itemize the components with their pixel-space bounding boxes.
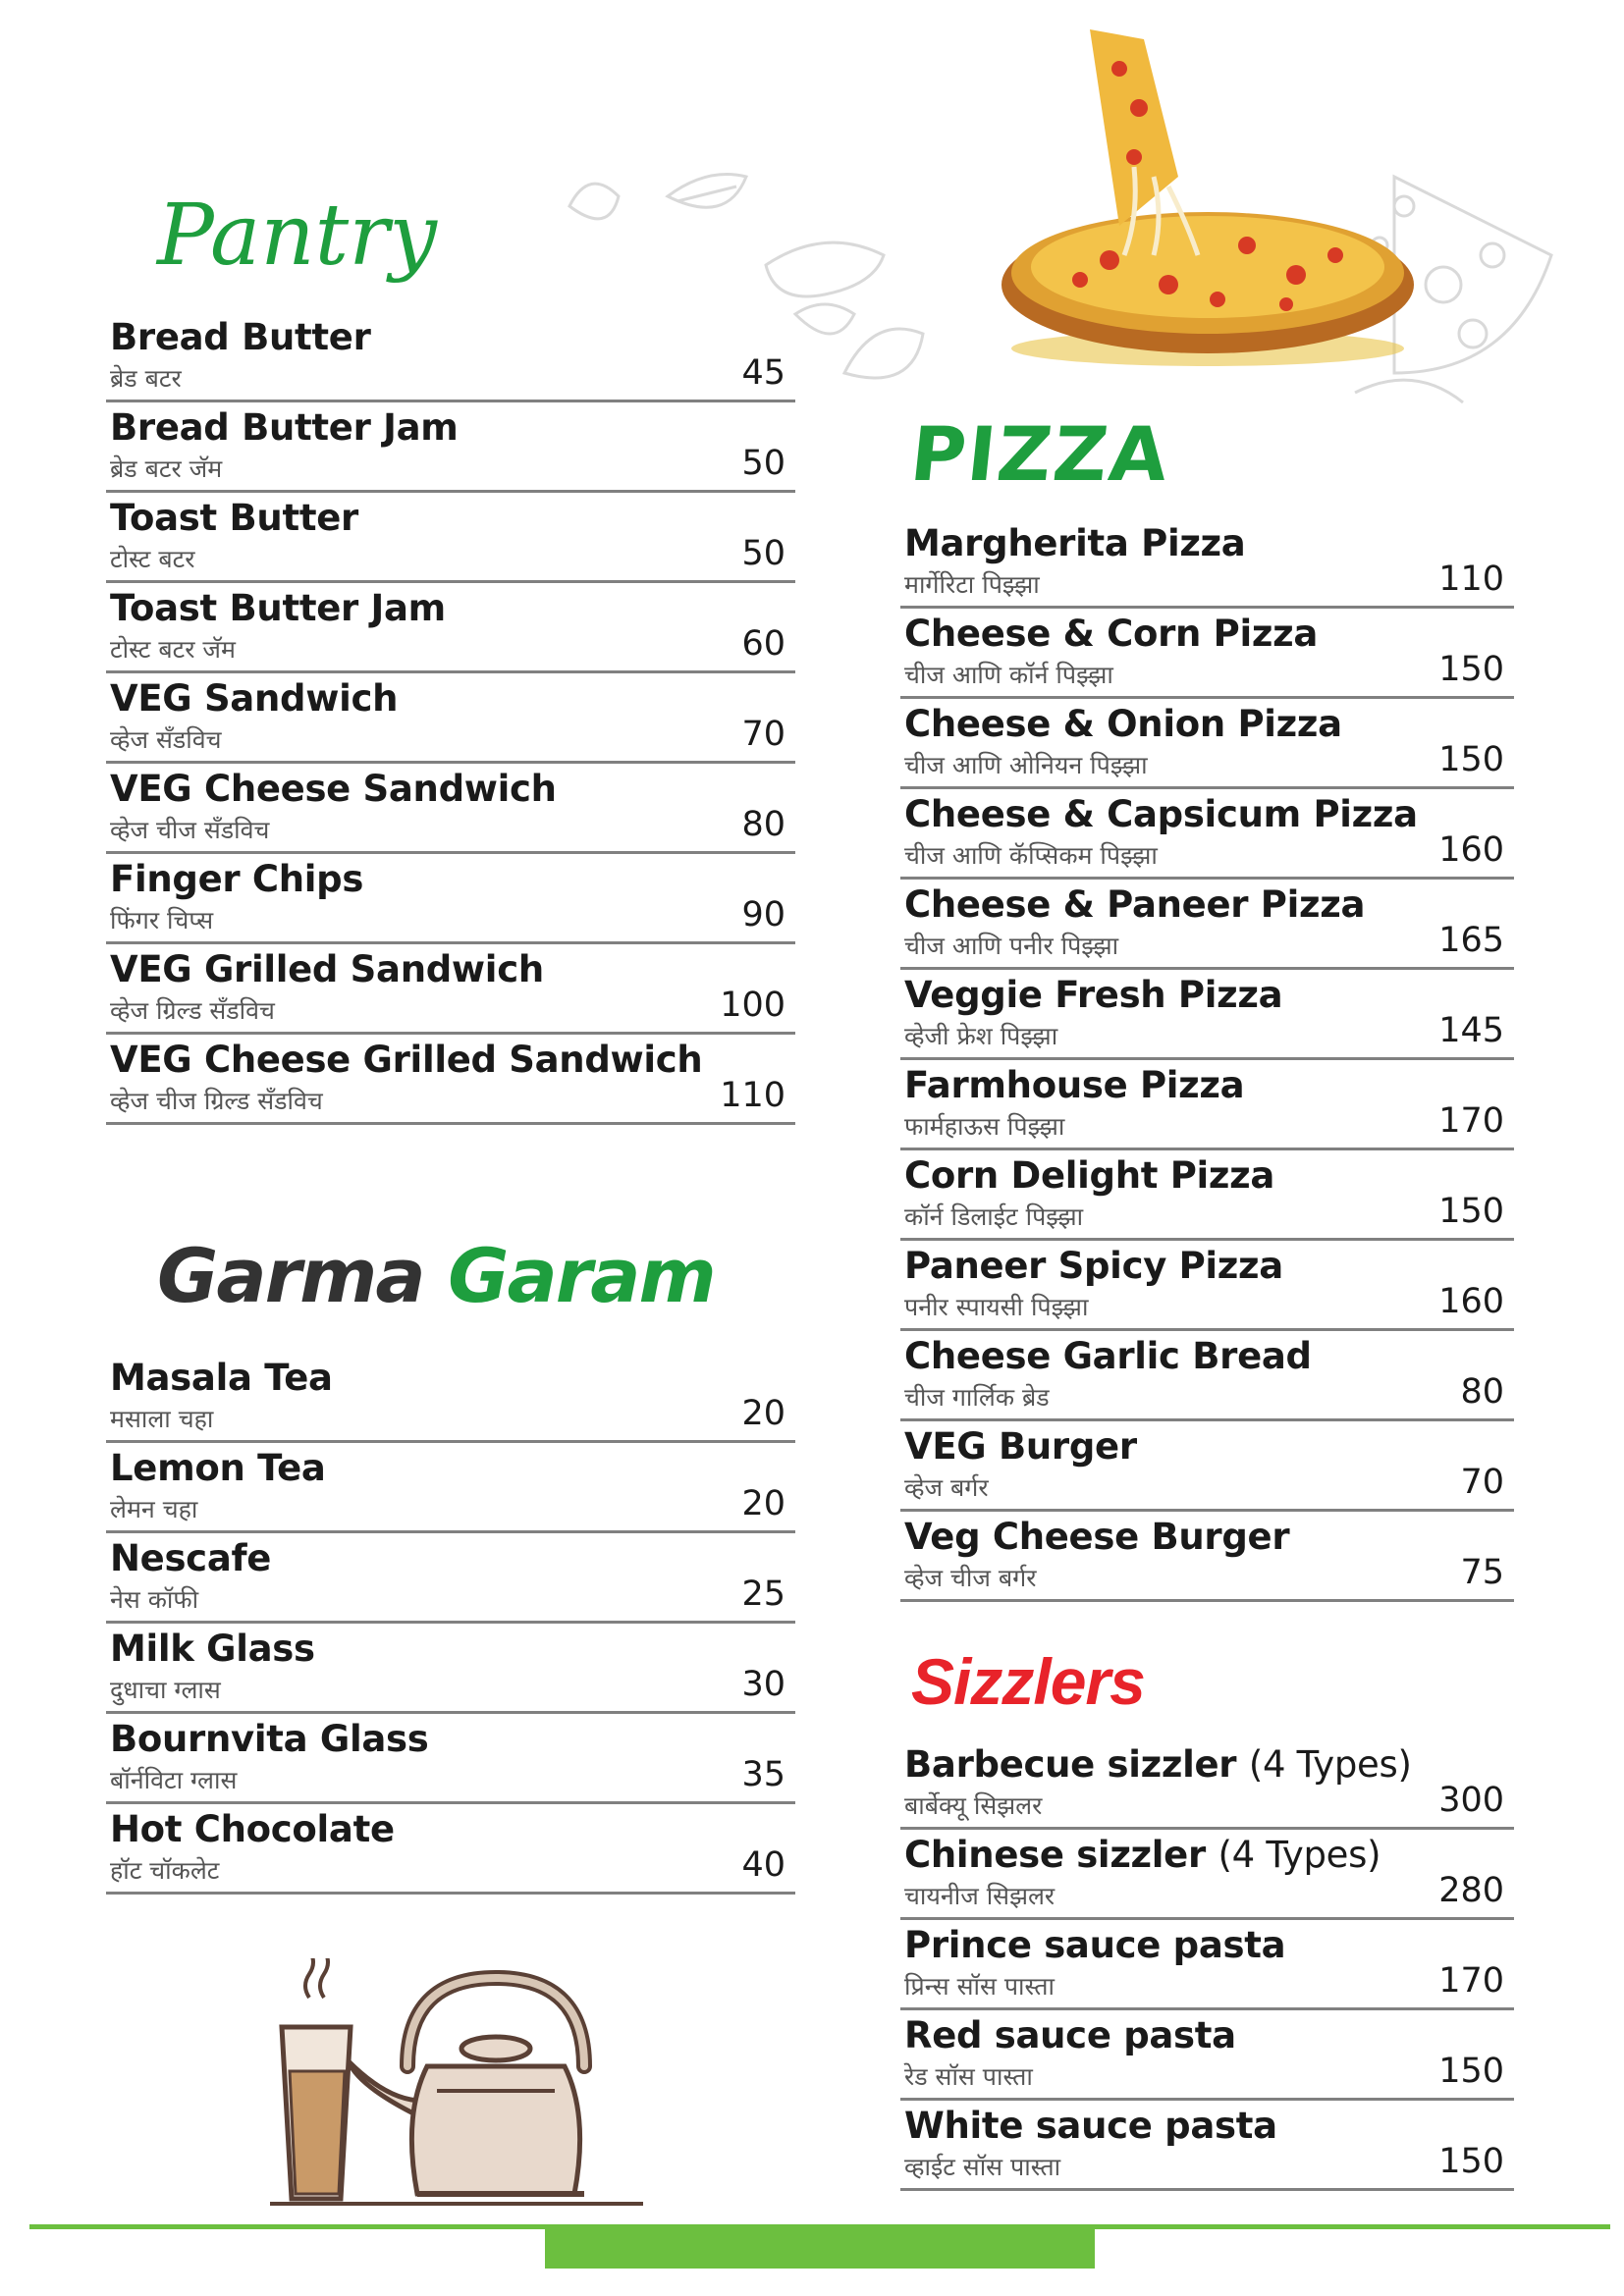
item-translation: व्हेज चीज बर्गर <box>904 1564 1037 1592</box>
item-translation: कॉर्न डिलाईट पिझ्झा <box>904 1202 1084 1231</box>
tea-kettle-illustration <box>270 1958 643 2223</box>
item-name: Cheese & Capsicum Pizza <box>904 793 1418 835</box>
garma-garam-list <box>106 1353 795 1895</box>
item-name: White sauce pasta <box>904 2105 1277 2147</box>
item-price: 40 <box>741 1845 785 1885</box>
item-translation: व्हेज चीज ग्रिल्ड सँडविच <box>110 1087 323 1115</box>
item-name: VEG Cheese Grilled Sandwich <box>110 1039 703 1081</box>
item-translation: व्हेज सँडविच <box>110 725 222 754</box>
item-translation: बॉर्नविटा ग्लास <box>110 1766 238 1794</box>
item-name: Cheese & Corn Pizza <box>904 613 1319 655</box>
item-price: 80 <box>741 805 785 844</box>
item-name: Lemon Tea <box>110 1447 326 1489</box>
list-item <box>900 1241 1514 1331</box>
item-price: 150 <box>1438 2052 1504 2091</box>
item-price: 20 <box>741 1484 785 1523</box>
list-item <box>106 402 795 493</box>
item-name: Bread Butter <box>110 316 371 358</box>
item-name: Toast Butter <box>110 497 358 539</box>
item-price: 150 <box>1438 650 1504 689</box>
list-item <box>106 1714 795 1804</box>
item-translation: मसाला चहा <box>110 1405 214 1433</box>
item-translation: फिंगर चिप्स <box>110 906 214 934</box>
item-name: Hot Chocolate <box>110 1808 395 1850</box>
item-translation: प्रिन्स सॉस पास्ता <box>904 1972 1055 2001</box>
item-price: 80 <box>1460 1372 1504 1412</box>
item-price: 100 <box>720 986 785 1025</box>
list-item <box>900 1830 1514 1920</box>
item-price: 170 <box>1438 1961 1504 2001</box>
item-name: VEG Sandwich <box>110 677 399 720</box>
list-item <box>900 699 1514 789</box>
item-translation: चीज आणि कॅप्सिकम पिझ्झा <box>904 841 1158 870</box>
item-price: 50 <box>741 534 785 573</box>
title-word-1: Garma <box>157 1232 424 1319</box>
list-item <box>900 1421 1514 1512</box>
list-item <box>106 1624 795 1714</box>
item-name: Prince sauce pasta <box>904 1924 1286 1966</box>
item-translation: व्हेज बर्गर <box>904 1473 989 1502</box>
item-name: Corn Delight Pizza <box>904 1154 1275 1197</box>
list-item <box>106 854 795 944</box>
item-price: 150 <box>1438 1192 1504 1231</box>
item-price: 160 <box>1438 1282 1504 1321</box>
item-translation: चीज गार्लिक ब्रेड <box>904 1383 1050 1412</box>
item-price: 110 <box>720 1076 785 1115</box>
item-name: VEG Burger <box>904 1425 1137 1468</box>
list-item <box>900 518 1514 609</box>
list-item <box>900 1920 1514 2010</box>
item-name: Cheese Garlic Bread <box>904 1335 1312 1377</box>
item-price: 60 <box>741 624 785 664</box>
item-price: 50 <box>741 444 785 483</box>
item-translation: चायनीज सिझलर <box>904 1882 1056 1910</box>
item-name: Masala Tea <box>110 1357 333 1399</box>
item-price: 30 <box>741 1665 785 1704</box>
item-price: 160 <box>1438 830 1504 870</box>
item-name: Cheese & Paneer Pizza <box>904 883 1366 926</box>
item-name: Red sauce pasta <box>904 2014 1236 2056</box>
sizzlers-title: Sizzlers <box>911 1645 1145 1718</box>
list-item <box>106 493 795 583</box>
item-price: 70 <box>741 715 785 754</box>
item-name: Veggie Fresh Pizza <box>904 974 1283 1016</box>
item-note: (4 Types) <box>1218 1834 1381 1876</box>
item-translation: व्हाईट सॉस पास्ता <box>904 2153 1061 2181</box>
list-item <box>900 970 1514 1060</box>
item-translation: फार्महाऊस पिझ्झा <box>904 1112 1065 1141</box>
item-name: VEG Cheese Sandwich <box>110 768 557 810</box>
list-item <box>106 1533 795 1624</box>
pizza-image <box>972 20 1434 373</box>
item-name-wrap <box>904 1743 1412 1786</box>
item-name: Finger Chips <box>110 858 364 900</box>
item-translation: बार्बेक्यू सिझलर <box>904 1791 1043 1820</box>
item-translation: रेड सॉस पास्ता <box>904 2062 1033 2091</box>
list-item <box>106 673 795 764</box>
item-name: VEG Grilled Sandwich <box>110 948 544 990</box>
title-word-2: Garam <box>448 1232 715 1319</box>
list-item <box>900 1331 1514 1421</box>
sizzlers-list <box>900 1739 1514 2191</box>
item-price: 35 <box>741 1755 785 1794</box>
list-item <box>106 583 795 673</box>
item-name: Veg Cheese Burger <box>904 1516 1290 1558</box>
list-item <box>900 2010 1514 2101</box>
item-translation: दुधाचा ग्लास <box>110 1676 221 1704</box>
list-item <box>106 1353 795 1443</box>
item-translation: लेमन चहा <box>110 1495 198 1523</box>
item-price: 300 <box>1438 1781 1504 1820</box>
item-translation: ब्रेड बटर जॅम <box>110 454 223 483</box>
item-price: 110 <box>1438 560 1504 599</box>
item-translation: चीज आणि कॉर्न पिझ्झा <box>904 661 1113 689</box>
item-price: 150 <box>1438 740 1504 779</box>
item-name: Toast Butter Jam <box>110 587 446 629</box>
list-item <box>900 609 1514 699</box>
item-price: 25 <box>741 1575 785 1614</box>
item-translation: नेस कॉफी <box>110 1585 199 1614</box>
list-item <box>900 2101 1514 2191</box>
list-item <box>900 1150 1514 1241</box>
bottom-accent-bar <box>545 2229 1095 2269</box>
item-price: 20 <box>741 1394 785 1433</box>
item-translation: पनीर स्पायसी पिझ्झा <box>904 1293 1089 1321</box>
item-price: 70 <box>1460 1463 1504 1502</box>
pizza-list <box>900 518 1514 1602</box>
item-translation: व्हेज ग्रिल्ड सँडविच <box>110 996 275 1025</box>
pizza-title: PIZZA <box>906 410 1174 498</box>
pantry-title: Pantry <box>157 187 437 285</box>
garma-garam-title <box>157 1232 715 1319</box>
item-price: 75 <box>1460 1553 1504 1592</box>
item-price: 165 <box>1438 921 1504 960</box>
item-note: (4 Types) <box>1248 1743 1412 1786</box>
item-translation: टोस्ट बटर जॅम <box>110 635 236 664</box>
item-price: 280 <box>1438 1871 1504 1910</box>
item-translation: चीज आणि ओनियन पिझ्झा <box>904 751 1148 779</box>
item-name: Bournvita Glass <box>110 1718 429 1760</box>
item-translation: मार्गेरिटा पिझ्झा <box>904 570 1040 599</box>
item-price: 150 <box>1438 2142 1504 2181</box>
list-item <box>106 1443 795 1533</box>
item-name: Farmhouse Pizza <box>904 1064 1245 1106</box>
pantry-list <box>106 312 795 1125</box>
list-item <box>106 1804 795 1895</box>
item-price: 45 <box>741 353 785 393</box>
item-name: Barbecue sizzler <box>904 1743 1237 1786</box>
item-translation: व्हेज चीज सँडविच <box>110 816 270 844</box>
item-name: Margherita Pizza <box>904 522 1246 564</box>
list-item <box>900 880 1514 970</box>
item-name: Chinese sizzler <box>904 1834 1206 1876</box>
list-item <box>900 789 1514 880</box>
item-translation: टोस्ट बटर <box>110 545 195 573</box>
list-item <box>900 1512 1514 1602</box>
item-name: Cheese & Onion Pizza <box>904 703 1342 745</box>
item-translation: व्हेजी फ्रेश पिझ्झा <box>904 1022 1058 1050</box>
list-item <box>106 1035 795 1125</box>
item-price: 90 <box>741 895 785 934</box>
item-translation: चीज आणि पनीर पिझ्झा <box>904 932 1119 960</box>
item-name: Milk Glass <box>110 1628 315 1670</box>
item-name: Paneer Spicy Pizza <box>904 1245 1283 1287</box>
item-name-wrap <box>904 1834 1380 1876</box>
list-item <box>900 1739 1514 1830</box>
item-translation: हॉट चॉकलेट <box>110 1856 220 1885</box>
item-price: 170 <box>1438 1101 1504 1141</box>
list-item <box>900 1060 1514 1150</box>
list-item <box>106 764 795 854</box>
list-item <box>106 944 795 1035</box>
item-name: Nescafe <box>110 1537 272 1579</box>
item-price: 145 <box>1438 1011 1504 1050</box>
item-name: Bread Butter Jam <box>110 406 459 449</box>
item-translation: ब्रेड बटर <box>110 364 182 393</box>
list-item <box>106 312 795 402</box>
